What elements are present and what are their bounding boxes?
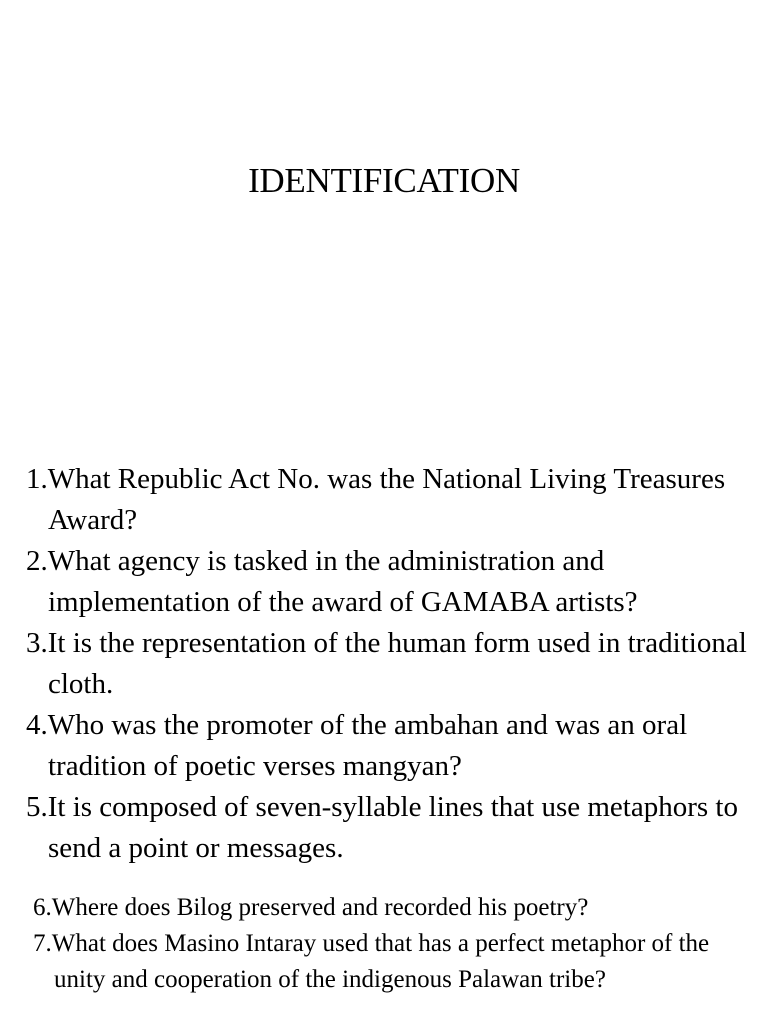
question-item-6: 6.Where does Bilog preserved and recorded his poetry? (33, 894, 589, 921)
question-item-5: 5.It is composed of seven-syllable lines that use metaphors to send a point or messages. (26, 791, 738, 864)
question-item-3: 3.It is the representation of the human form used in traditional cloth. (26, 627, 747, 700)
question-list-secondary (33, 890, 753, 998)
question-list-main (26, 459, 756, 869)
question-item-2: 2.What agency is tasked in the administration and implementation of the award of GAMABA artists? (26, 545, 638, 618)
question-item-7: 7.What does Masino Intaray used that has a perfect metaphor of the unity and cooperation of the indigenous Palawan tribe? (33, 930, 710, 993)
question-item-1: 1.What Republic Act No. was the National Living Treasures Award? (26, 463, 726, 536)
slide-title: IDENTIFICATION (248, 161, 520, 200)
question-item-4: 4.Who was the promoter of the ambahan and was an oral tradition of poetic verses mangyan? (26, 709, 688, 782)
